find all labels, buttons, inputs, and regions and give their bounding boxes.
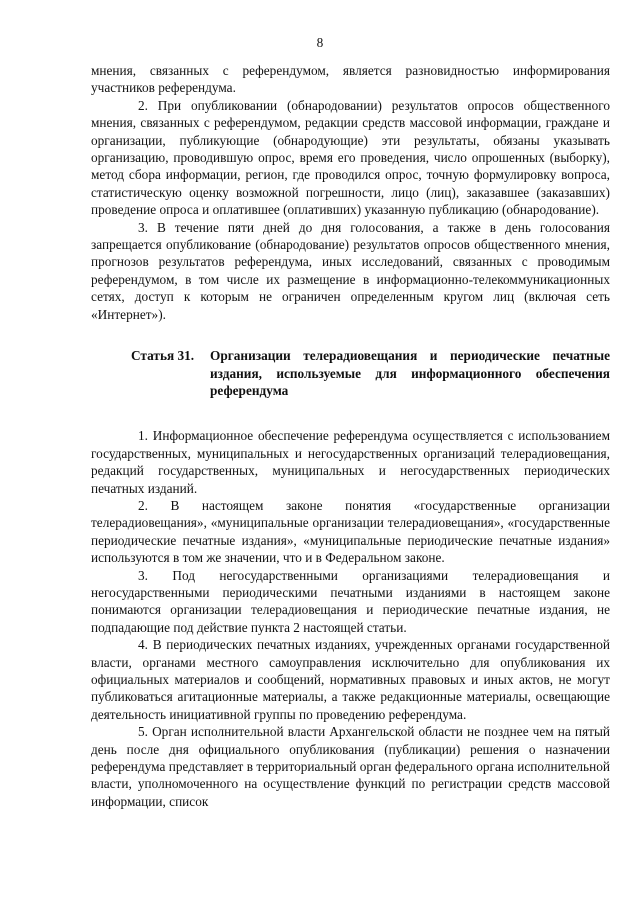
article-heading: [91, 347, 610, 399]
article-paragraph-3: 3. Под негосударственными организациями телерадиовещания и негосударственными периодическими печатными изданиями в настоящем законе понимаются организации телерадиовещания и периодические печатные издания, не подпадающие под действие пункта 2 настоящей статьи.: [91, 567, 610, 635]
article-paragraph-2: 2. В настоящем законе понятия «государственные организации телерадиовещания», «муниципальные организации телерадиовещания», «государственные периодические печатные издания», «муниципальные периодические печатные издания» используются в том же значении, что и в Федеральном законе.: [91, 497, 610, 566]
paragraph-item-2: 2. При опубликовании (обнародовании) результатов опросов общественного мнения, связанных с референдумом, редакции средств массовой информации, граждане и организации, публикующие (обнародующие) эти результаты, обязаны указывать организацию, проводившую опрос, время его проведения, число опрошенных (выборку), метод сбора информации, регион, где проводился опрос, точную формулировку вопроса, статистическую оценку возможной погрешности, лицо (лиц), заказавшее (заказавших) проведение опроса и оплатившее (оплативших) указанную публикацию (обнародование).: [91, 97, 610, 218]
article-paragraph-5: 5. Орган исполнительной власти Архангельской области не позднее чем на пятый день после дня официального опубликования (публикации) решения о назначении референдума представляет в территориальный орган федерального органа исполнительной власти, уполномоченного на осуществление функций по регистрации средств массовой информации, список: [91, 724, 610, 809]
article-number: Статья 31.: [131, 348, 195, 364]
article-paragraph-4: 4. В периодических печатных изданиях, учрежденных органами государственной власти, органами местного самоуправления исключительно для опубликования их официальных материалов и сообщений, нормативных правовых и иных актов, не могут публиковаться агитационные материалы, а также редакционные материалы, освещающие деятельность инициативной группы по проведению референдума.: [91, 637, 610, 722]
paragraph-continuation: мнения, связанных с референдумом, является разновидностью информирования участников референдума.: [91, 63, 610, 96]
article-paragraph-1: 1. Информационное обеспечение референдума осуществляется с использованием государственных, муниципальных и негосударственных организаций телерадиовещания, редакций государственных, муниципальных и негосударственных периодических печатных изданий.: [91, 428, 610, 496]
document-body: [91, 62, 610, 810]
page-number: 8: [316, 35, 324, 50]
paragraph-item-3: 3. В течение пяти дней до дня голосования, а также в день голосования запрещается опубликование (обнародование) результатов опросов общественного мнения, прогнозов результатов референдума, иных исследований, связанных с проводимым референдумом, в том числе их размещение в информационно-телекоммуникационных сетях, доступ к которым не ограничен определенным кругом лиц (включая сеть «Интернет»).: [91, 219, 610, 322]
article-title: Организации телерадиовещания и периодические печатные издания, используемые для информационного обеспечения референдума: [210, 348, 610, 398]
